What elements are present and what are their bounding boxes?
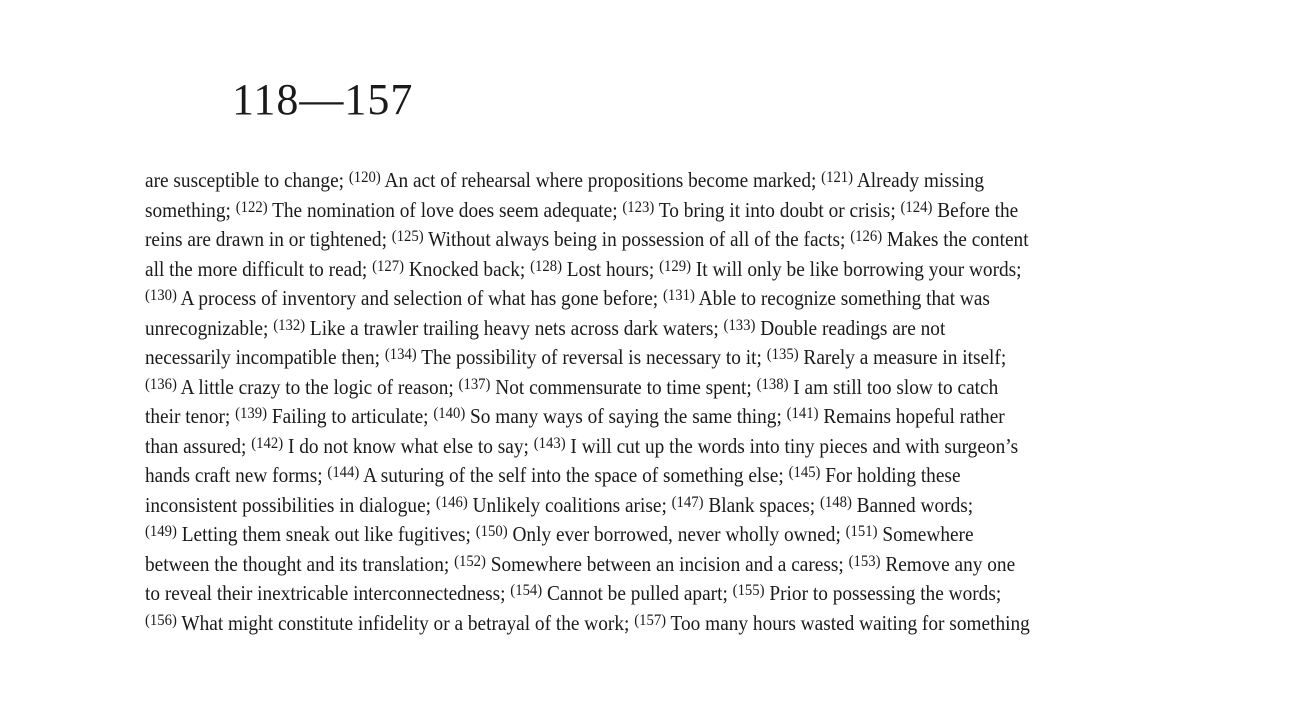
note-number: (134) xyxy=(384,346,417,363)
text-fragment: The possibility of reversal is necessary to it; xyxy=(416,345,767,369)
note-number: (145) xyxy=(788,464,821,481)
text-fragment: Knocked back; xyxy=(404,256,531,281)
note-number: (129) xyxy=(659,257,692,275)
text-fragment: between the thought and its translation; xyxy=(145,551,455,576)
text-fragment: A little crazy to the logic of reason; xyxy=(176,374,459,399)
note-number: (154) xyxy=(510,582,543,599)
note-number: (130) xyxy=(145,287,177,304)
page-title: 118—157 xyxy=(232,75,414,124)
text-line xyxy=(145,520,1166,550)
text-line xyxy=(145,579,1166,609)
note-number: (136) xyxy=(145,375,177,393)
note-number: (123) xyxy=(622,198,655,216)
note-number: (142) xyxy=(251,434,284,452)
text-fragment: The nomination of love does seem adequate; xyxy=(267,197,623,222)
text-fragment: their tenor; xyxy=(145,404,236,428)
text-fragment: Lost hours; xyxy=(561,256,660,281)
text-fragment: unrecognizable; xyxy=(145,315,274,340)
text-fragment: reins are drawn in or tightened; xyxy=(145,227,392,251)
note-number: (131) xyxy=(662,287,695,304)
note-number: (148) xyxy=(819,493,852,511)
note-number: (127) xyxy=(372,257,405,275)
text-fragment: Double readings are not xyxy=(755,315,946,340)
note-number: (149) xyxy=(145,523,177,540)
note-number: (137) xyxy=(458,375,491,393)
note-number: (143) xyxy=(533,434,566,452)
text-line xyxy=(145,609,1166,639)
text-fragment: Prior to possessing the words; xyxy=(764,581,1002,605)
note-number: (140) xyxy=(433,405,466,422)
note-number: (121) xyxy=(821,169,854,186)
note-number: (126) xyxy=(850,228,883,245)
text-fragment: So many ways of saying the same thing; xyxy=(465,404,787,428)
text-fragment: Like a trawler trailing heavy nets across dark waters; xyxy=(305,315,724,340)
text-fragment: Already missing xyxy=(853,168,985,192)
text-fragment: Rarely a measure in itself; xyxy=(798,345,1007,369)
text-fragment: are susceptible to change; xyxy=(145,168,349,192)
text-fragment: To bring it into doubt or crisis; xyxy=(654,197,901,222)
note-number: (147) xyxy=(671,493,704,511)
note-number: (135) xyxy=(766,346,799,363)
text-line xyxy=(145,255,1166,285)
text-fragment: something; xyxy=(145,197,236,222)
note-number: (138) xyxy=(756,375,789,393)
text-fragment: An act of rehearsal where propositions become marked; xyxy=(380,168,822,192)
note-number: (141) xyxy=(786,405,819,422)
text-line xyxy=(145,373,1166,403)
text-fragment: than assured; xyxy=(145,433,252,458)
text-line xyxy=(145,491,1166,521)
text-line xyxy=(145,314,1166,344)
text-line xyxy=(145,343,1166,373)
text-line xyxy=(145,196,1166,226)
text-line xyxy=(145,402,1166,432)
text-line xyxy=(145,550,1166,580)
text-fragment: inconsistent possibilities in dialogue; xyxy=(145,492,436,517)
text-fragment: Only ever borrowed, never wholly owned; xyxy=(507,522,846,546)
text-fragment: What might constitute infidelity or a betrayal of the work; xyxy=(176,610,635,635)
text-fragment: For holding these xyxy=(820,463,961,487)
note-number: (133) xyxy=(723,316,756,334)
text-fragment: Remove any one xyxy=(880,551,1016,576)
note-number: (120) xyxy=(348,169,381,186)
text-fragment: I do not know what else to say; xyxy=(283,433,534,458)
note-number: (124) xyxy=(900,198,933,216)
text-fragment: Failing to articulate; xyxy=(267,404,434,428)
note-number: (139) xyxy=(235,405,268,422)
text-line xyxy=(145,284,1166,314)
note-number: (125) xyxy=(391,228,424,245)
text-fragment: It will only be like borrowing your words; xyxy=(691,256,1022,281)
text-fragment: Unlikely coalitions arise; xyxy=(467,492,672,517)
text-fragment: all the more difficult to read; xyxy=(145,256,373,281)
note-number: (146) xyxy=(435,493,468,511)
note-number: (128) xyxy=(530,257,562,275)
text-fragment: Banned words; xyxy=(851,492,974,517)
text-fragment: I will cut up the words into tiny pieces and with surgeon’s xyxy=(565,433,1019,458)
text-fragment: Makes the content xyxy=(882,227,1029,251)
text-fragment: Somewhere between an incision and a caress; xyxy=(485,551,849,576)
note-number: (132) xyxy=(273,316,306,334)
body-text xyxy=(145,166,1255,638)
text-fragment: A suturing of the self into the space of something else; xyxy=(359,463,789,487)
note-number: (152) xyxy=(454,552,486,570)
text-fragment: A process of inventory and selection of what has gone before; xyxy=(176,286,663,310)
note-number: (155) xyxy=(732,582,765,599)
note-number: (150) xyxy=(475,523,508,540)
text-fragment: Somewhere xyxy=(877,522,974,546)
note-number: (122) xyxy=(235,198,268,216)
note-number: (144) xyxy=(327,464,360,481)
note-number: (157) xyxy=(634,611,667,629)
text-fragment: Able to recognize something that was xyxy=(694,286,990,310)
text-fragment: I am still too slow to catch xyxy=(788,374,999,399)
note-number: (153) xyxy=(848,552,881,570)
text-line xyxy=(145,461,1166,491)
text-fragment: Remains hopeful rather xyxy=(818,404,1005,428)
text-fragment: Blank spaces; xyxy=(703,492,820,517)
text-fragment: Cannot be pulled apart; xyxy=(542,581,733,605)
text-fragment: hands craft new forms; xyxy=(145,463,328,487)
text-fragment: Not commensurate to time spent; xyxy=(490,374,757,399)
note-number: (156) xyxy=(145,611,177,629)
text-line xyxy=(145,166,1166,196)
text-fragment: Too many hours wasted waiting for something xyxy=(666,610,1030,635)
text-fragment: to reveal their inextricable interconnectedness; xyxy=(145,581,511,605)
text-fragment: Letting them sneak out like fugitives; xyxy=(176,522,476,546)
text-fragment: Before the xyxy=(932,197,1019,222)
text-line xyxy=(145,432,1166,462)
text-line xyxy=(145,225,1166,255)
text-fragment: necessarily incompatible then; xyxy=(145,345,385,369)
note-number: (151) xyxy=(845,523,878,540)
text-fragment: Without always being in possession of all of the facts; xyxy=(423,227,851,251)
